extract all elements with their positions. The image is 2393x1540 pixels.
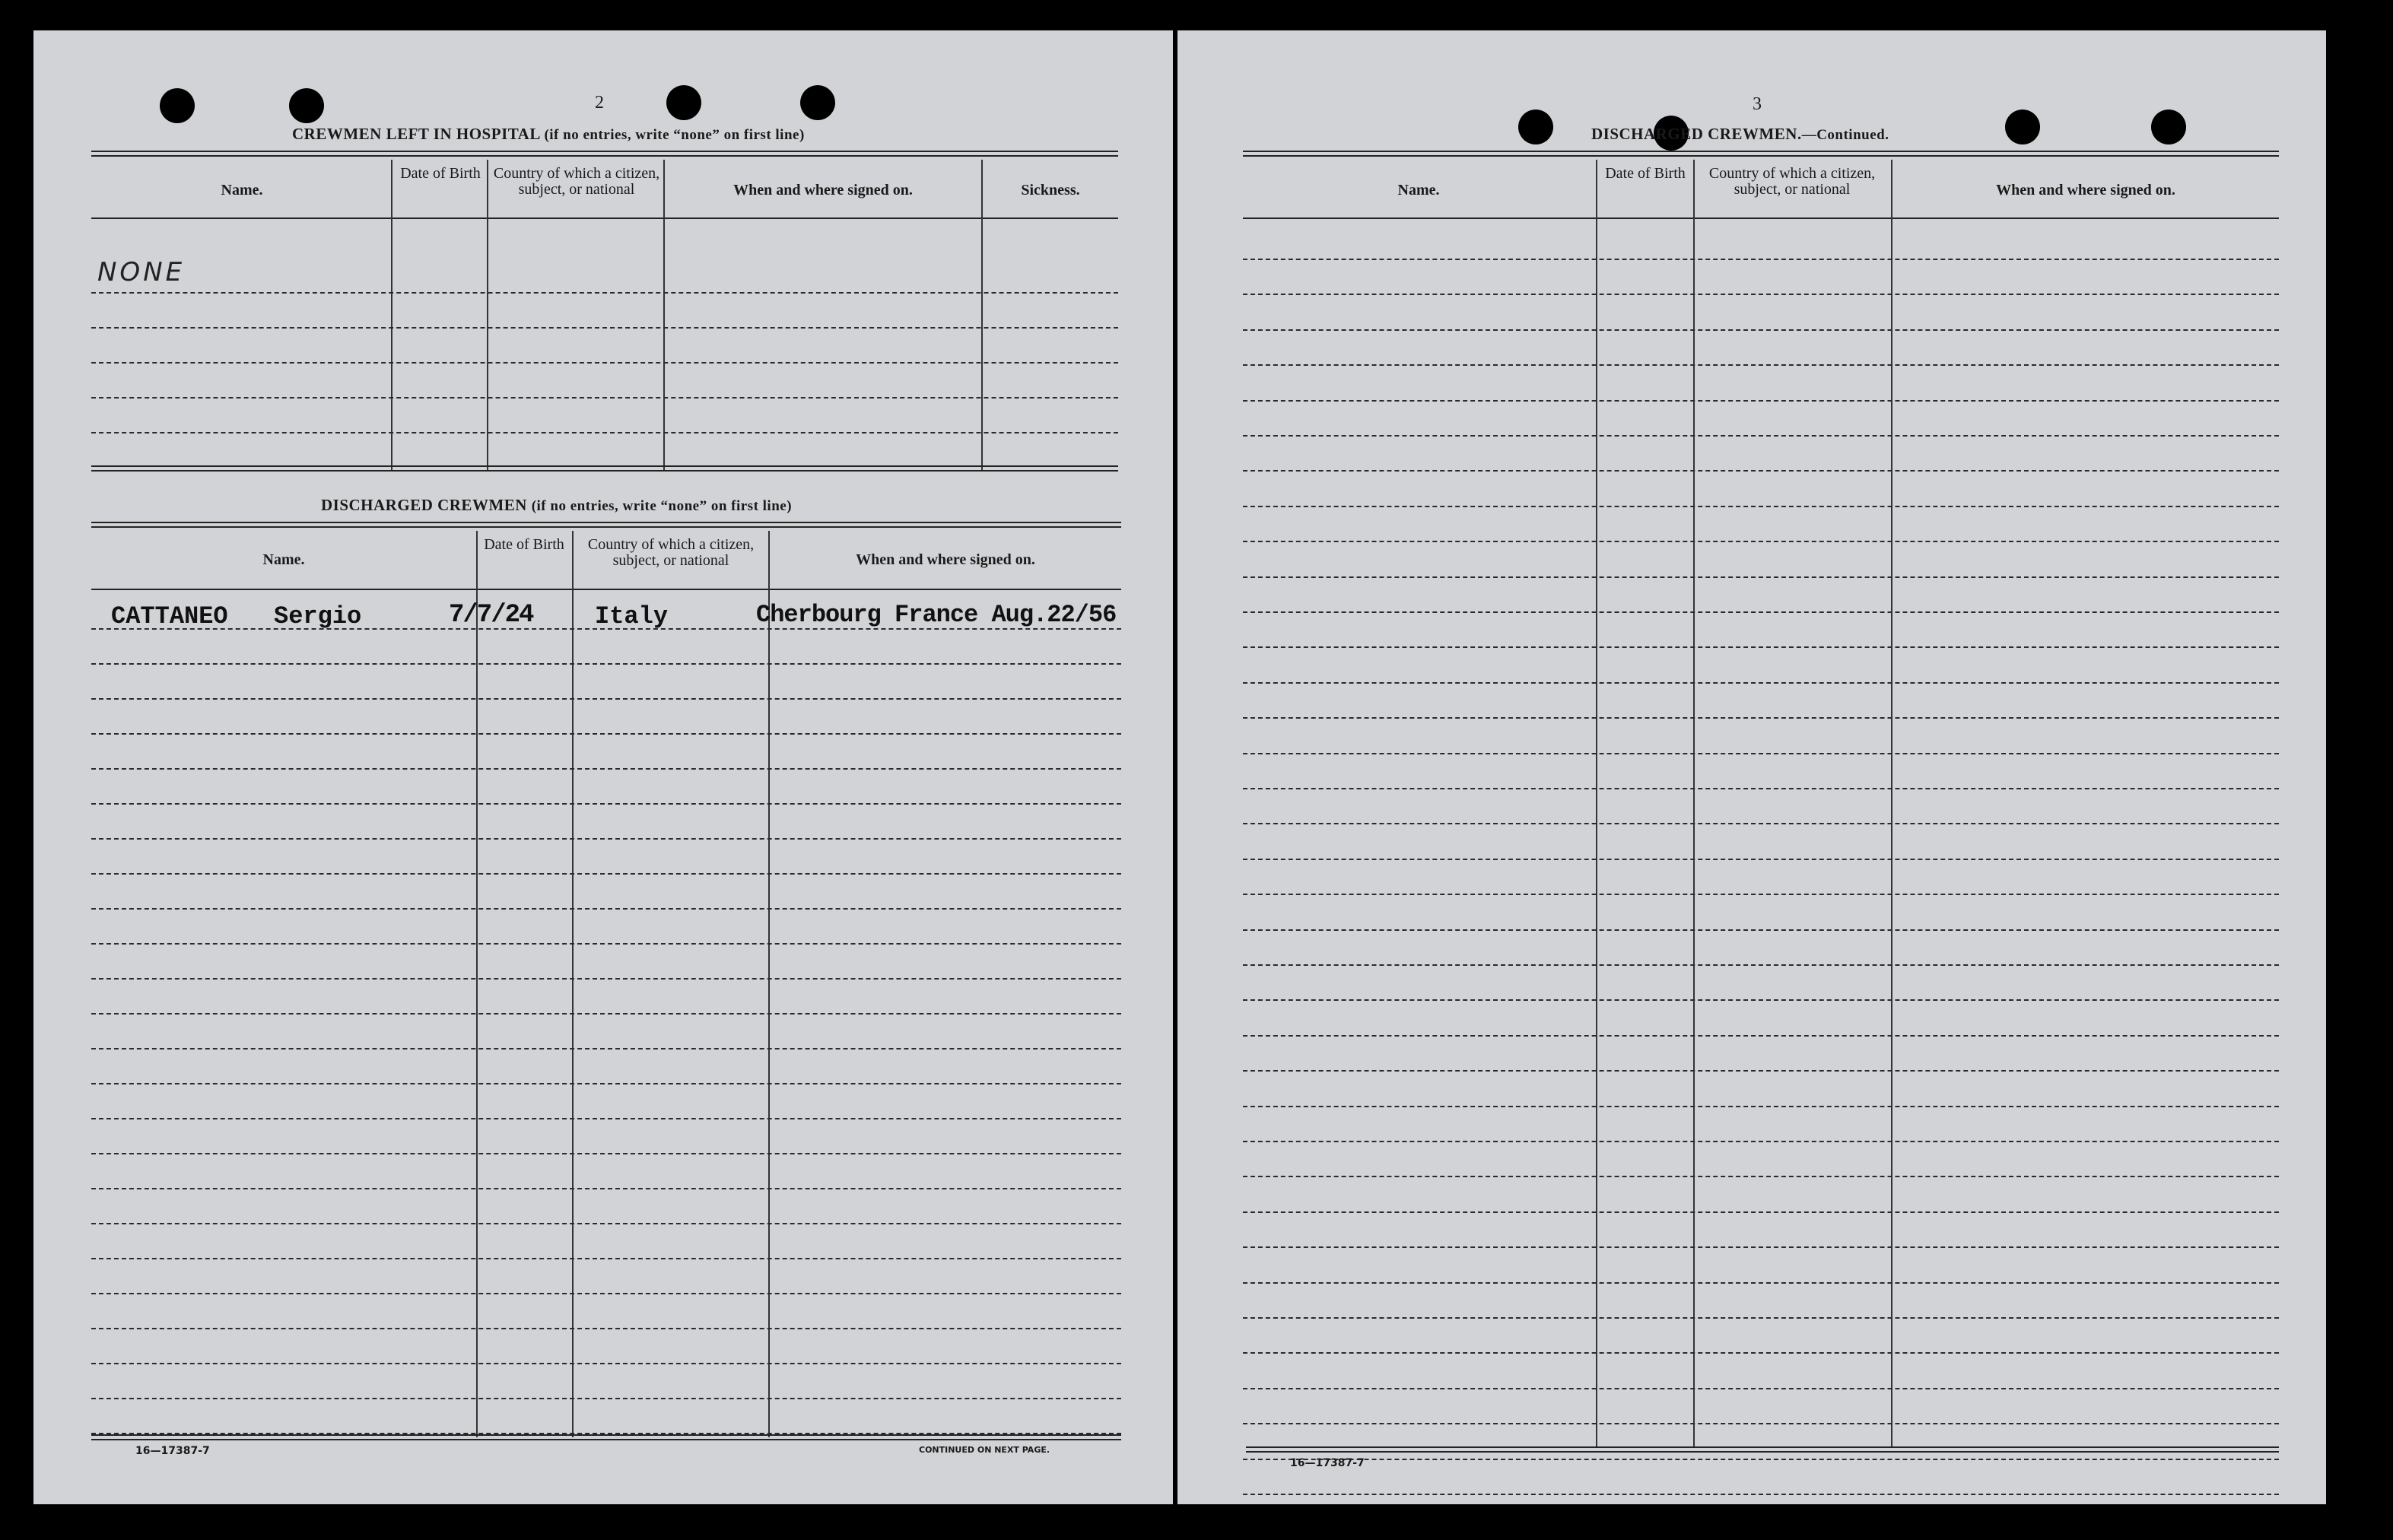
entry-line (91, 838, 1121, 840)
col-header-country: Country of which a citizen, subject, or national (1708, 165, 1876, 198)
col-header-signed-on: When and where signed on. (856, 551, 1035, 568)
entry-line (1243, 576, 2279, 578)
entry-line (1243, 1176, 2279, 1177)
col-header-dob: Date of Birth (400, 165, 481, 182)
entry-line (91, 292, 1118, 294)
entry-line (1243, 1141, 2279, 1142)
column-divider (1596, 160, 1597, 1448)
column-divider (768, 531, 770, 1437)
discharged-row-dob: 7/7/24 (449, 601, 533, 630)
entry-line (91, 1118, 1121, 1119)
left-page (33, 30, 1173, 1504)
punch-hole (800, 85, 835, 120)
entry-line (91, 1328, 1121, 1329)
col-header-dob: Date of Birth (484, 536, 564, 553)
rule (91, 151, 1118, 157)
rule (91, 218, 1118, 219)
entry-line (1243, 1459, 2279, 1460)
entry-line (1243, 611, 2279, 613)
discharged-title-note: (if no entries, write “none” on first line) (531, 498, 793, 514)
entry-line (91, 1013, 1121, 1014)
column-divider (981, 160, 983, 470)
col-header-country: Country of which a citizen, subject, or national (493, 165, 660, 198)
entry-line (1243, 506, 2279, 507)
entry-line (91, 1048, 1121, 1049)
col-header-name: Name. (262, 551, 305, 568)
entry-line (1243, 823, 2279, 824)
punch-hole (1518, 110, 1553, 144)
entry-line (1243, 329, 2279, 331)
entry-line (1243, 1494, 2279, 1495)
entry-line (91, 1398, 1121, 1399)
right-page (1177, 30, 2326, 1504)
entry-line (91, 1258, 1121, 1259)
entry-line (1243, 1035, 2279, 1037)
continued-title-text: DISCHARGED CREWMEN. (1591, 125, 1802, 143)
entry-line (1243, 646, 2279, 648)
entry-line (91, 628, 1121, 630)
column-divider (1693, 160, 1695, 1448)
continued-title-suffix: —Continued. (1801, 127, 1889, 143)
entry-line (1243, 1211, 2279, 1213)
entry-line (1243, 1246, 2279, 1248)
rule (91, 465, 1118, 472)
entry-line (1243, 788, 2279, 789)
page-number: 2 (595, 93, 604, 113)
discharged-title-text: DISCHARGED CREWMEN (321, 496, 527, 514)
hospital-section-title: CREWMEN LEFT IN HOSPITAL (if no entries, write “none” on first line) (292, 125, 805, 143)
entry-line (1243, 1423, 2279, 1424)
entry-line (1243, 400, 2279, 402)
column-divider (1891, 160, 1892, 1448)
entry-line (91, 1083, 1121, 1084)
entry-line (91, 1223, 1121, 1224)
rule (1243, 218, 2279, 219)
entry-line (1243, 999, 2279, 1001)
col-header-name: Name. (221, 182, 263, 198)
entry-line (1243, 929, 2279, 931)
entry-line (1243, 1317, 2279, 1319)
discharged-row-surname: CATTANEO (111, 602, 228, 630)
entry-line (1243, 364, 2279, 366)
entry-line (1243, 435, 2279, 437)
entry-line (91, 908, 1121, 910)
entry-line (91, 978, 1121, 980)
col-header-signed-on: When and where signed on. (733, 182, 913, 198)
entry-line (91, 362, 1118, 364)
discharged-continued-title (1591, 125, 1889, 144)
entry-line (91, 1293, 1121, 1294)
column-divider (487, 160, 488, 470)
entry-line (1243, 294, 2279, 295)
entry-line (1243, 1106, 2279, 1107)
discharged-row-country: Italy (595, 602, 669, 630)
entry-line (91, 397, 1118, 398)
rule (1246, 1446, 2279, 1453)
entry-line (91, 663, 1121, 665)
rule (91, 1434, 1121, 1440)
form-number: 16—17387-7 (135, 1445, 210, 1457)
entry-line (91, 873, 1121, 875)
punch-hole (289, 88, 324, 123)
discharged-section-title (321, 496, 792, 515)
discharged-row-given: Sergio (274, 602, 362, 630)
entry-line (91, 1153, 1121, 1154)
hospital-entry-name: NONE (97, 257, 186, 287)
punch-hole (160, 88, 195, 123)
entry-line (1243, 753, 2279, 754)
entry-line (1243, 894, 2279, 895)
column-divider (391, 160, 392, 470)
entry-line (91, 1188, 1121, 1189)
form-number: 16—17387-7 (1290, 1457, 1365, 1469)
entry-line (91, 327, 1118, 329)
col-header-signed-on: When and where signed on. (1996, 182, 2175, 198)
punch-hole (666, 85, 701, 120)
rule (91, 522, 1121, 528)
entry-line (91, 1363, 1121, 1364)
col-header-sickness: Sickness. (1021, 182, 1080, 198)
rule (91, 589, 1121, 590)
entry-line (91, 733, 1121, 735)
column-divider (476, 531, 478, 1437)
entry-line (1243, 259, 2279, 260)
entry-line (91, 943, 1121, 945)
punch-hole (2151, 110, 2186, 144)
punch-hole (2005, 110, 2040, 144)
continued-note: CONTINUED ON NEXT PAGE. (919, 1445, 1050, 1455)
entry-line (91, 803, 1121, 805)
column-divider (572, 531, 574, 1437)
entry-line (1243, 717, 2279, 719)
col-header-dob: Date of Birth (1605, 165, 1686, 182)
entry-line (91, 432, 1118, 433)
column-divider (663, 160, 665, 470)
col-header-name: Name. (1397, 182, 1440, 198)
page-number: 3 (1753, 94, 1762, 114)
entry-line (1243, 1352, 2279, 1354)
entry-line (1243, 682, 2279, 684)
rule (1243, 151, 2279, 157)
entry-line (1243, 964, 2279, 966)
entry-line (1243, 1070, 2279, 1072)
entry-line (91, 768, 1121, 770)
entry-line (1243, 1388, 2279, 1389)
entry-line (91, 698, 1121, 700)
entry-line (1243, 541, 2279, 542)
discharged-row-signed-on: Cherbourg France Aug.22/56 (756, 601, 1117, 629)
entry-line (1243, 470, 2279, 472)
col-header-country: Country of which a citizen, subject, or national (587, 536, 755, 569)
entry-line (1243, 1282, 2279, 1284)
entry-line (1243, 859, 2279, 860)
